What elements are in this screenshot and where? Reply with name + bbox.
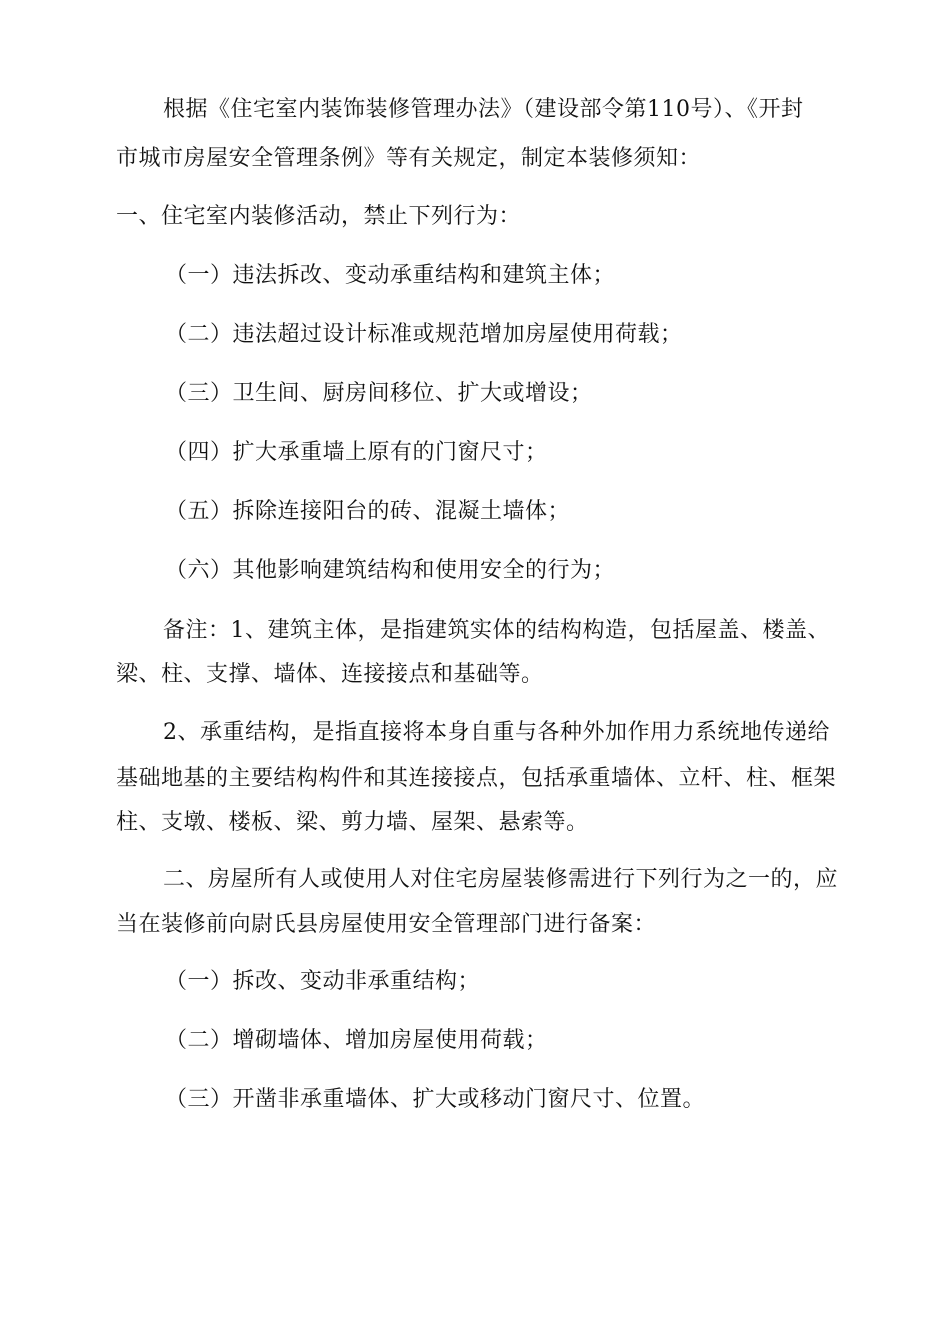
section-one-item-3: （三）卫生间、厨房间移位、扩大或增设； [165, 381, 593, 406]
intro-paragraph-line-2: 市城市房屋安全管理条例》等有关规定，制定本装修须知： [116, 146, 702, 171]
section-one-item-5: （五）拆除连接阳台的砖、混凝土墙体； [165, 499, 571, 524]
note-1-line-1: 备注：1、建筑主体，是指建筑实体的结构构造，包括屋盖、楼盖、 [163, 618, 830, 643]
section-one-item-2: （二）违法超过设计标准或规范增加房屋使用荷载； [165, 322, 683, 347]
section-one-item-4: （四）扩大承重墙上原有的门窗尺寸； [165, 440, 548, 465]
section-two-heading-line-1: 二、房屋所有人或使用人对住宅房屋装修需进行下列行为之一的，应 [163, 867, 839, 892]
intro-paragraph-line-1: 根据《住宅室内装饰装修管理办法》（建设部令第110号）、《开封 [163, 97, 804, 122]
note-2-line-1: 2、承重结构，是指直接将本身自重与各种外加作用力系统地传递给 [163, 720, 830, 745]
section-two-heading-line-2: 当在装修前向尉氏县房屋使用安全管理部门进行备案： [116, 912, 657, 937]
section-two-item-3: （三）开凿非承重墙体、扩大或移动门窗尺寸、位置。 [165, 1087, 706, 1112]
note-2-line-2: 基础地基的主要结构构件和其连接接点，包括承重墙体、立杆、柱、框架 [116, 766, 837, 791]
section-two-item-2: （二）增砌墙体、增加房屋使用荷载； [165, 1028, 548, 1053]
note-1-line-2: 梁、柱、支撑、墙体、连接接点和基础等。 [116, 662, 544, 687]
note-2-line-3: 柱、支墩、楼板、梁、剪力墙、屋架、悬索等。 [116, 810, 589, 835]
section-one-heading: 一、住宅室内装修活动，禁止下列行为： [116, 204, 522, 229]
section-two-item-1: （一）拆改、变动非承重结构； [165, 969, 481, 994]
section-one-item-1: （一）违法拆改、变动承重结构和建筑主体； [165, 263, 616, 288]
section-one-item-6: （六）其他影响建筑结构和使用安全的行为； [165, 558, 616, 583]
